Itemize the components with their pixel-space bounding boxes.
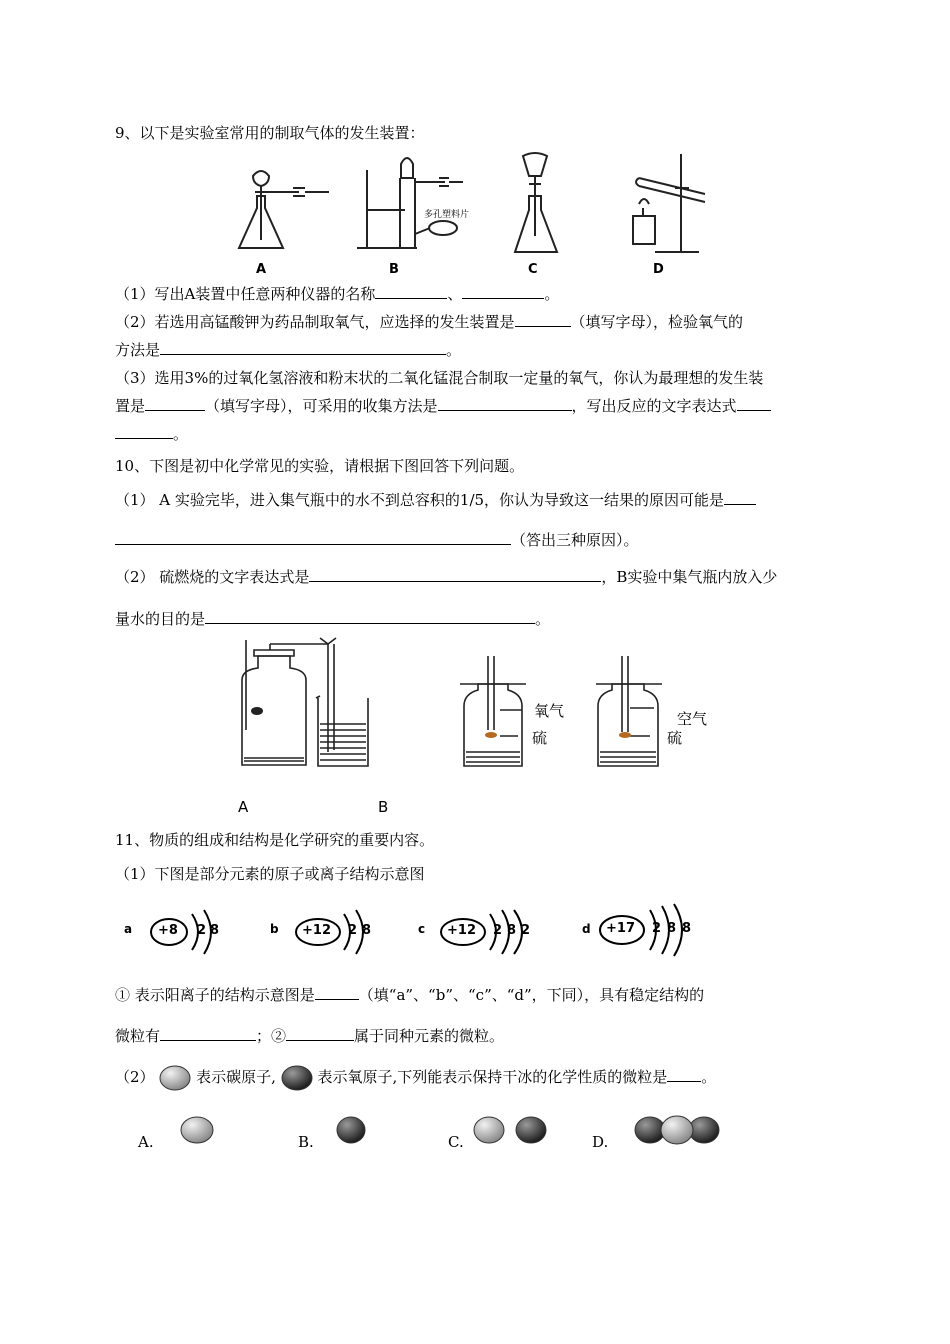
apparatus-a-label: A <box>256 262 267 277</box>
apparatus-c-label: C <box>528 262 538 277</box>
q11-title: 11、物质的组成和结构是化学研究的重要内容。 <box>115 831 435 849</box>
q9-part2-line2: 方法是 。 <box>115 341 462 359</box>
figure-b-label: B <box>378 798 389 816</box>
atom-diagram-d: d +17 2 8 8 <box>578 904 718 956</box>
q9-apparatus-figure <box>235 148 715 276</box>
option-b-label: B. <box>298 1133 314 1151</box>
option-d-label: D. <box>592 1133 609 1151</box>
option-a-carbon-icon <box>180 1116 214 1144</box>
perforated-plate-label: 多孔塑料片 <box>424 210 470 220</box>
label-air: 空气 <box>677 710 708 728</box>
q9-part3-line3: 。 <box>115 424 188 444</box>
option-d-co2-molecule-icon <box>634 1115 720 1145</box>
q10-part2-line2: 量水的目的是 。 <box>115 610 551 628</box>
q10-part1-line2: （答出三种原因）。 <box>115 530 639 550</box>
atom-diagram-a: a +8 2 8 <box>120 908 240 956</box>
q11-question2: （2） 表示碳原子, 表示氧原子,下列能表示保持干冰的化学性质的微粒是 。 <box>115 1064 716 1090</box>
q9-part1: （1）写出A装置中任意两种仪器的名称 、 。 <box>115 285 560 303</box>
option-c-label: C. <box>448 1133 464 1151</box>
label-sulfur-b: 硫 <box>532 729 548 747</box>
label-sulfur-c: 硫 <box>667 729 683 747</box>
oxygen-atom-icon <box>281 1065 313 1091</box>
figure-a-label: A <box>238 798 249 816</box>
q11-question1-line2: 微粒有 ；② 属于同种元素的微粒。 <box>115 1027 505 1045</box>
q9-part2-line1: （2）若选用高锰酸钾为药品制取氧气，应选择的发生装置是 （填写字母），检验氧气的 <box>115 313 744 331</box>
q10-part1-line1: （1） A 实验完毕，进入集气瓶中的水不到总容积的1/5，你认为导致这一结果的原因可能是 <box>115 490 756 510</box>
option-c-molecules-icon <box>473 1116 549 1144</box>
q10-part2-line1: （2） 硫燃烧的文字表达式是 ，B实验中集气瓶内放入少 <box>115 568 778 586</box>
apparatus-d-label: D <box>653 262 664 277</box>
atom-diagram-c: c +12 2 8 2 <box>414 908 554 956</box>
q10-experiment-figure <box>220 640 700 775</box>
q9-part3-line1: （3）选用3%的过氧化氢溶液和粉末状的二氧化锰混合制取一定量的氧气，你认为最理想的发生装 <box>115 369 764 387</box>
option-b-oxygen-icon <box>336 1116 366 1144</box>
q9-part3-line2: 置是 （填写字母），可采用的收集方法是 ，写出反应的文字表达式 <box>115 396 771 416</box>
q11-part1: （1）下图是部分元素的原子或离子结构示意图 <box>115 865 425 883</box>
q9-title: 9、以下是实验室常用的制取气体的发生装置： <box>115 124 425 142</box>
q11-question1-line1: ① 表示阳离子的结构示意图是 （填“a”、“b”、“c”、“d”，下同），具有稳定结构的 <box>115 986 705 1004</box>
q10-title: 10、下图是初中化学常见的实验，请根据下图回答下列问题。 <box>115 457 525 475</box>
carbon-atom-icon <box>159 1065 191 1091</box>
option-a-label: A. <box>138 1133 154 1151</box>
atom-diagram-b: b +12 2 8 <box>266 908 386 956</box>
apparatus-b-label: B <box>389 262 399 277</box>
label-oxygen: 氧气 <box>534 702 565 720</box>
